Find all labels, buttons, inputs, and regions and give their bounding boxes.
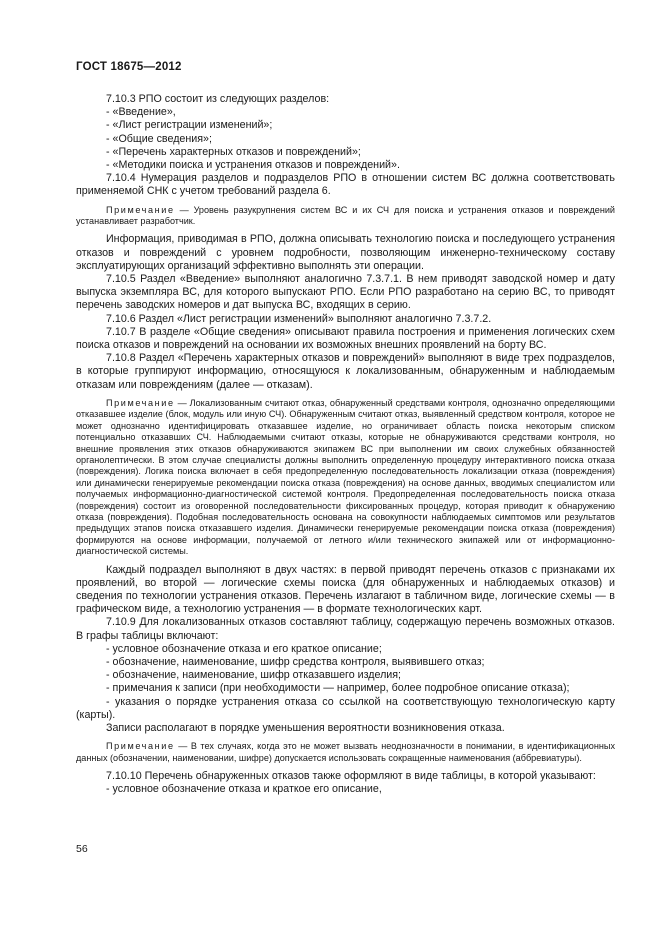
- list-item: - «Перечень характерных отказов и повреждений»;: [106, 145, 361, 158]
- paragraph: 7.10.6 Раздел «Лист регистрации изменений» выполняют аналогично 7.3.7.2.: [106, 312, 492, 325]
- note-label: Примечание: [106, 397, 175, 408]
- paragraph: 7.10.7 В разделе «Общие сведения» описывают правила построения и применения логических схем поиска отказов и повреждений на основании их возможных внешних проявлений на борту ВС.: [76, 325, 615, 352]
- list-item: - «Методики поиска и устранения отказов и повреждений».: [106, 159, 400, 172]
- paragraph: Информация, приводимая в РПО, должна описывать технологию поиска и последующего устранения отказов и повреждений с уровнем подробности, позволяющим инженерно-техническому составу эксплуатирующих организаций эффективно выполнять эти операции.: [76, 233, 615, 272]
- document-header: ГОСТ 18675—2012: [76, 61, 182, 73]
- paragraph: Каждый подраздел выполняют в двух частях: в первой приводят перечень отказов с признаками их проявлений, во второй — логические схемы поиска (для обнаруженных и наблюдаемых отказов) и сведения по технологии устранения отказов. Перечень излагают в табличном виде, логические схемы — в графическом виде, а технологию устранения — в формате технологических карт.: [76, 563, 615, 616]
- note-label: Примечание: [106, 741, 175, 752]
- list-item: - условное обозначение отказа и краткое его описание,: [106, 783, 382, 796]
- list-item: - «Введение»,: [106, 106, 176, 119]
- note-label: Примечание: [106, 204, 175, 215]
- list-item: - обозначение, наименование, шифр отказавшего изделия;: [106, 669, 402, 682]
- list-item: - «Лист регистрации изменений»;: [106, 119, 273, 132]
- list-item: - обозначение, наименование, шифр средства контроля, выявившего отказ;: [106, 655, 485, 668]
- paragraph: 7.10.3 РПО состоит из следующих разделов:: [106, 93, 330, 105]
- note-text: — Уровень разукрупнения систем ВС и их СЧ для поиска и устранения отказов и повреждений устанавливает разработчик.: [76, 204, 615, 227]
- note-text: — Локализованным считают отказ, обнаруженный средствами контроля, однозначно определяющими отказавшее изделие (блок, модуль или иную СЧ). Обнаруженным считают отказ, выявленный средством контроля, которое не может однозначно идентифицировать отказавшее изделие, но ограничивает область поиска некоторым списком потенциально отказавших СЧ. Наблюдаемыми считают отказы, которые не обнаруживаются средствами контроля, но внешние проявления этих отказов обнаруживаются экипажем ВС при выполнении им своих служебных обязанностей органолептически. В этом случае специалисты должны выполнить определенную процедуру интерактивного поиска отказа (повреждения). Логика поиска включает в себя предопределенную последовательность локализации отказа (повреждения) или динамически генерируемые рекомендации поиска отказа (повреждения) на основе данных, вводимых специалистом или получаемых информационно-диагностической системой контроля. Предопределенная последовательность поиска отказа (повреждения) состоит из оговоренной последовательности фиксированных процедур, которая приводит к обнаружению отказа (повреждения). Подобная последовательность основана на совокупности наблюдаемых симптомов или результатов предыдущих этапов поиска отказавшего изделия. Динамически генерируемые рекомендации поиска отказа (повреждения) формируются на основе информации, получаемой от летного и/или технического экипажей или от информационно-диагностической системы.: [76, 397, 615, 557]
- note: [76, 741, 615, 764]
- paragraph: - указания о порядке устранения отказа со ссылкой на соответствующую технологическую карту (карты).: [76, 695, 615, 721]
- note-text: — В тех случаях, когда это не может вызвать неоднозначности в понимании, в идентификационных данных (обозначении, наименовании, шифре) допускается использовать сокращенные наименования (аббревиатуры).: [76, 741, 615, 763]
- paragraph: 7.10.4 Нумерация разделов и подразделов РПО в отношении систем ВС должна соответствовать применяемой СНК с учетом требований раздела 6.: [76, 172, 615, 198]
- paragraph: 7.10.9 Для локализованных отказов составляют таблицу, содержащую перечень возможных отказов. В графы таблицы включают:: [76, 616, 615, 642]
- note: [76, 205, 615, 228]
- paragraph: 7.10.10 Перечень обнаруженных отказов также оформляют в виде таблицы, в которой указывают:: [106, 770, 596, 783]
- list-item: - условное обозначение отказа и его краткое описание;: [106, 642, 382, 655]
- note: [76, 398, 615, 558]
- list-item: - примечания к записи (при необходимости — например, более подробное описание отказа);: [106, 682, 570, 695]
- list-item: - «Общие сведения»;: [106, 132, 212, 145]
- paragraph: Записи располагают в порядке уменьшения вероятности возникновения отказа.: [106, 722, 505, 734]
- paragraph: 7.10.8 Раздел «Перечень характерных отказов и повреждений» выполняют в виде трех подразделов, в которые группируют информацию, относящуюся к локализованным, обнаруженным и наблюдаемым отказам или повреждениям (далее — отказам).: [76, 352, 615, 391]
- document-body: [76, 93, 615, 796]
- page-number: 56: [76, 843, 88, 855]
- paragraph: 7.10.5 Раздел «Введение» выполняют аналогично 7.3.7.1. В нем приводят заводской номер и дату выпуска экземпляра ВС, для которого выпускают РПО. Если РПО разработано на серию ВС, то приводят перечень заводских номеров и дат выпуска ВС, входящих в серию.: [76, 273, 615, 312]
